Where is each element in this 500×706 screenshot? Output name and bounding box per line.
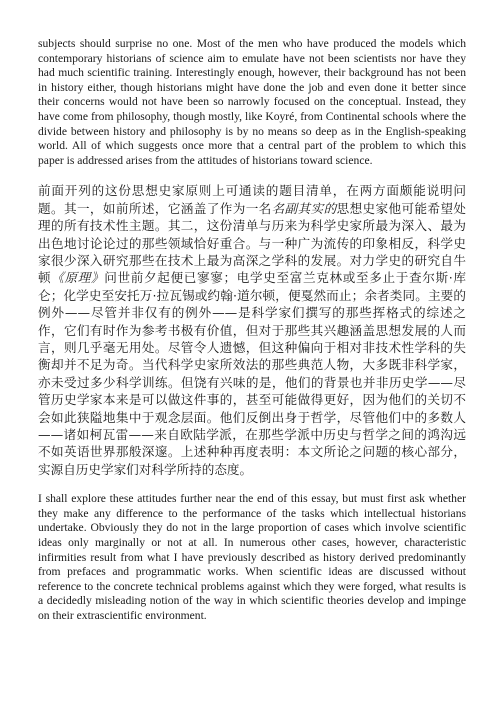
english-paragraph-1: subjects should surprise no one. Most of the men who have produced the models which contemporary historians of science aim to emulate have not been scientists nor have they had much scientific training. Interestingly enough, however, their background has not been in history either, though historians might have done the job and even done it better since their concerns would not have been so narrowly focused on the conceptual. Instead, they have come from philosophy, though mostly, like Koyré, from Continental schools where the divide between history and philosophy is by no means so deep as in the English-speaking world. All of which suggests once more that a central part of the problem to which this paper is addressed arises from the attitudes of historians toward science. [38,37,466,167]
chinese-text-part-3: 问世前夕起便已寥寥；电学史至富兰克林或至多止于查尔斯·库仑；化学史至安托万·拉瓦锡或约翰·道尔顿，便戛然而止；余者类同。主要的例外——尽管并非仅有的例外——是科学家们撰写的那些挥格式的综述之作，它们有时作为参考书极有价值，但对于那些其兴趣涵盖思想发展的人而言，则几乎毫无用处。尽管令人遗憾，但这种偏向于相对非技术性学科的失衡却并不足为奇。当代科学史家所效法的那些典范人物，大多既非科学家，亦未受过多少科学训练。但饶有兴味的是，他们的背景也并非历史学——尽管历史学家本来是可以做这件事的，甚至可能做得更好，因为他们的关切不会如此狭隘地集中于观念层面。他们反倒出身于哲学，尽管他们中的多数人——诸如柯瓦雷——来自欧陆学派，在那些学派中历史与哲学之间的鸿沟远不如英语世界那般深邃。上述种种再度表明：本文所论之问题的核心部分，实源自历史学家们对科学所持的态度。 [38,270,466,477]
chinese-emphasis-1: 名副其实的 [271,200,337,216]
chinese-paragraph [38,182,466,478]
document-page [38,37,466,624]
chinese-text-part-1: 前面开列的这份思想史家原则上可通读的题目清单，在两方面颇能说明问题。其一，如前所述，它涵盖了作为一名 [38,183,466,216]
chinese-text-part-2: 思想史家他可能希望处理的所有技术性主题。其二，这份清单与历来为科学史家所最为深入、最为出色地讨论论过的那些领域恰好重合。与一种广为流传的印象相反，科学史家很少深入研究那些在技术上最为高深之学科的发展。对力学史的研究自牛顿 [38,200,467,286]
english-paragraph-2: I shall explore these attitudes further near the end of this essay, but must first ask whether they make any difference to the performance of the tasks which intellectual historians undertake. Obviously they do not in the large proportion of cases which involve scientific ideas only marginally or not at all. In numerous other cases, however, characteristic infirmities result from what I have previously described as history derived predominantly from prefaces and programmatic works. When scientific ideas are discussed without reference to the concrete technical problems against which they were forged, what results is a decidedly misleading notion of the way in which scientific theories develop and impinge on their extrascientific environment. [38,492,466,622]
chinese-emphasis-2: 《原理》 [51,270,105,286]
